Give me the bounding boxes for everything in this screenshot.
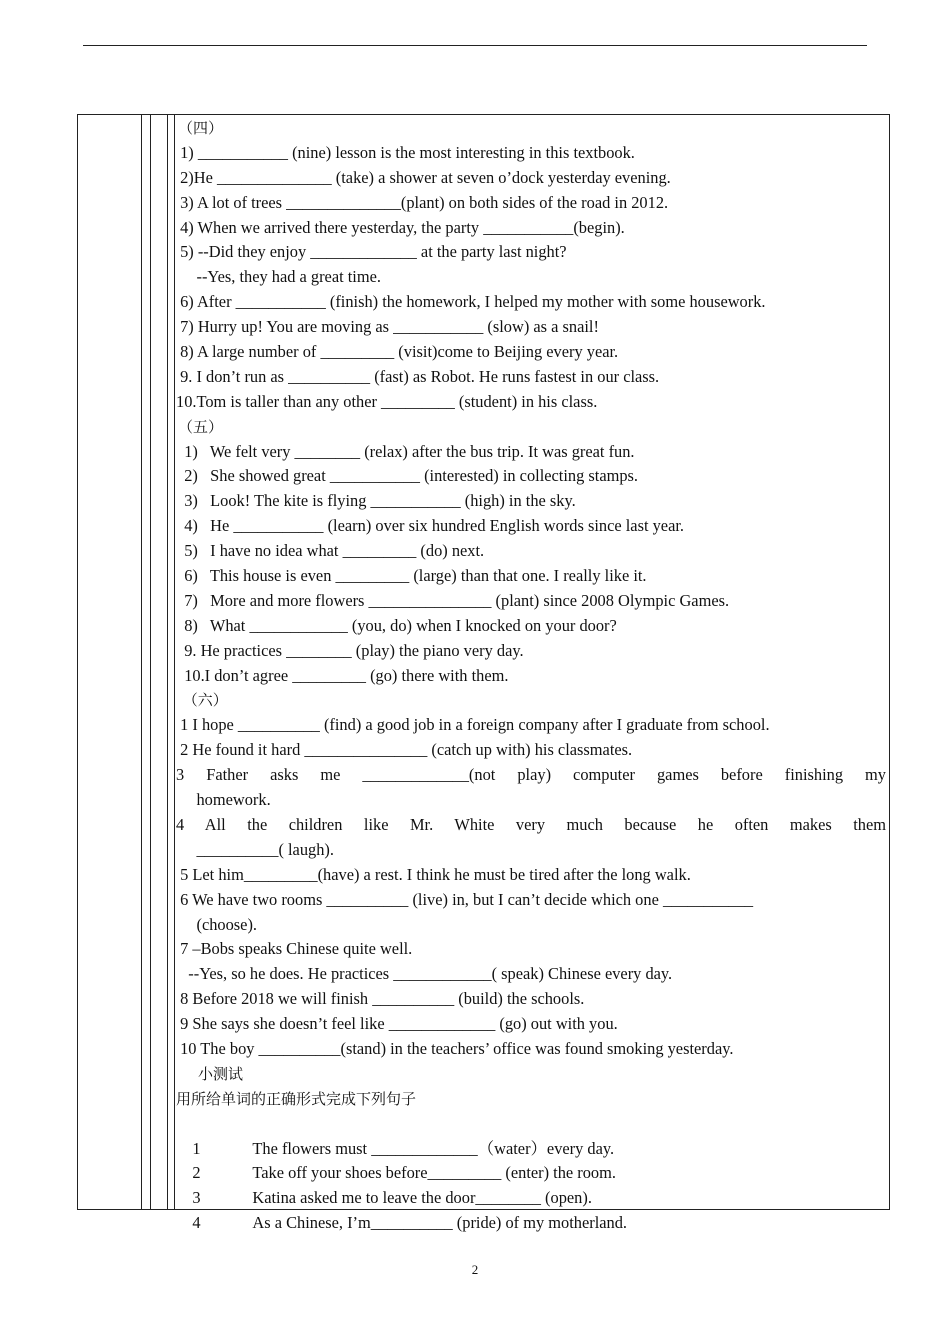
exercise-line: 3) A lot of trees ______________(plant) on both sides of the road in 2012. (176, 192, 669, 212)
exercise-line: 2)He ______________ (take) a shower at seven o’dock yesterday evening. (176, 167, 671, 187)
exercise-line: 9 She says she doesn’t feel like _____________ (go) out with you. (176, 1014, 618, 1034)
header-rule (83, 45, 867, 46)
exercise-line: 1) ___________ (nine) lesson is the most interesting in this textbook. (176, 142, 635, 162)
exercise-line: 10.Tom is taller than any other _________ (student) in his class. (176, 391, 598, 411)
exercise-content (176, 116, 886, 1233)
exercise-line: 8) A large number of _________ (visit)come to Beijing every year. (176, 342, 619, 362)
exercise-line: 7) More and more flowers _______________ (plant) since 2008 Olympic Games. (176, 590, 730, 610)
exercise-line: 6 We have two rooms __________ (live) in, but I can’t decide which one ___________ (176, 889, 754, 909)
exercise-line: --Yes, so he does. He practices ____________( speak) Chinese every day. (176, 964, 673, 984)
exercise-line: 2 He found it hard _______________ (catch up with) his classmates. (176, 740, 633, 760)
exercise-line: homework. (176, 790, 271, 810)
exercise-line: 3 Father asks me _____________(not play) computer games before finishing my (176, 765, 886, 785)
column-divider (141, 115, 142, 1209)
exercise-line: 9. I don’t run as __________ (fast) as Robot. He runs fastest in our class. (176, 366, 660, 386)
exercise-line: 6) This house is even _________ (large) than that one. I really like it. (176, 566, 647, 586)
exercise-line: 9. He practices ________ (play) the piano very day. (176, 640, 524, 660)
exercise-line: 7) Hurry up! You are moving as ___________ (slow) as a snail! (176, 317, 599, 337)
exercise-line: 4) When we arrived there yesterday, the party ___________(begin). (176, 217, 625, 237)
exercise-line: 6) After ___________ (finish) the homework, I helped my mother with some housework. (176, 292, 766, 312)
exercise-line: 8 Before 2018 we will finish __________ (build) the schools. (176, 989, 585, 1009)
exercise-line: 5) I have no idea what _________ (do) next. (176, 541, 485, 561)
exercise-line: 8) What ____________ (you, do) when I knocked on your door? (176, 615, 617, 635)
section-heading: （六） (178, 691, 228, 710)
exercise-line: (choose). (176, 914, 258, 934)
quiz-item-text: The flowers must _____________（water）every day. (252, 1138, 615, 1158)
column-divider (150, 115, 151, 1209)
exercise-line: 10 The boy __________(stand) in the teachers’ office was found smoking yesterday. (176, 1038, 734, 1058)
exercise-line: 10.I don’t agree _________ (go) there with them. (176, 665, 509, 685)
exercise-line: 1 I hope __________ (find) a good job in a foreign company after I graduate from school. (176, 715, 770, 735)
quiz-instruction: 用所给单词的正确形式完成下列句子 (176, 1089, 417, 1108)
exercise-line: __________( laugh). (176, 839, 334, 859)
quiz-item-text: Katina asked me to leave the door________ (open). (252, 1188, 592, 1208)
quiz-item (176, 1112, 886, 1158)
exercise-line: 2) She showed great ___________ (interested) in collecting stamps. (176, 466, 639, 486)
exercise-line: 5 Let him_________(have) a rest. I think he must be tired after the long walk. (176, 864, 691, 884)
quiz-item-text: Take off your shoes before_________ (enter) the room. (252, 1163, 616, 1183)
column-divider (167, 115, 168, 1209)
exercise-line: 4) He ___________ (learn) over six hundred English words since last year. (176, 516, 684, 536)
quiz-item-number: 1 (192, 1138, 201, 1158)
quiz-title: 小测试 (198, 1064, 244, 1083)
quiz-item-number: 2 (192, 1163, 201, 1183)
section-heading: （四） (178, 119, 224, 137)
page-number: 2 (471, 1262, 479, 1277)
quiz-item-text: As a Chinese, I’m__________ (pride) of my motherland. (252, 1213, 628, 1233)
quiz-item-number: 3 (192, 1188, 201, 1208)
exercise-line: 1) We felt very ________ (relax) after the bus trip. It was great fun. (176, 441, 635, 461)
exercise-line: --Yes, they had a great time. (176, 267, 381, 287)
exercise-line: 5) --Did they enjoy _____________ at the party last night? (176, 242, 567, 262)
column-divider (174, 115, 175, 1209)
section-heading: （五） (178, 417, 224, 436)
quiz-item-number: 4 (192, 1213, 201, 1233)
exercise-line: 4 All the children like Mr. White very much because he often makes them (176, 814, 886, 834)
exercise-line: 3) Look! The kite is flying ___________ (high) in the sky. (176, 491, 576, 511)
exercise-line: 7 –Bobs speaks Chinese quite well. (176, 939, 413, 959)
